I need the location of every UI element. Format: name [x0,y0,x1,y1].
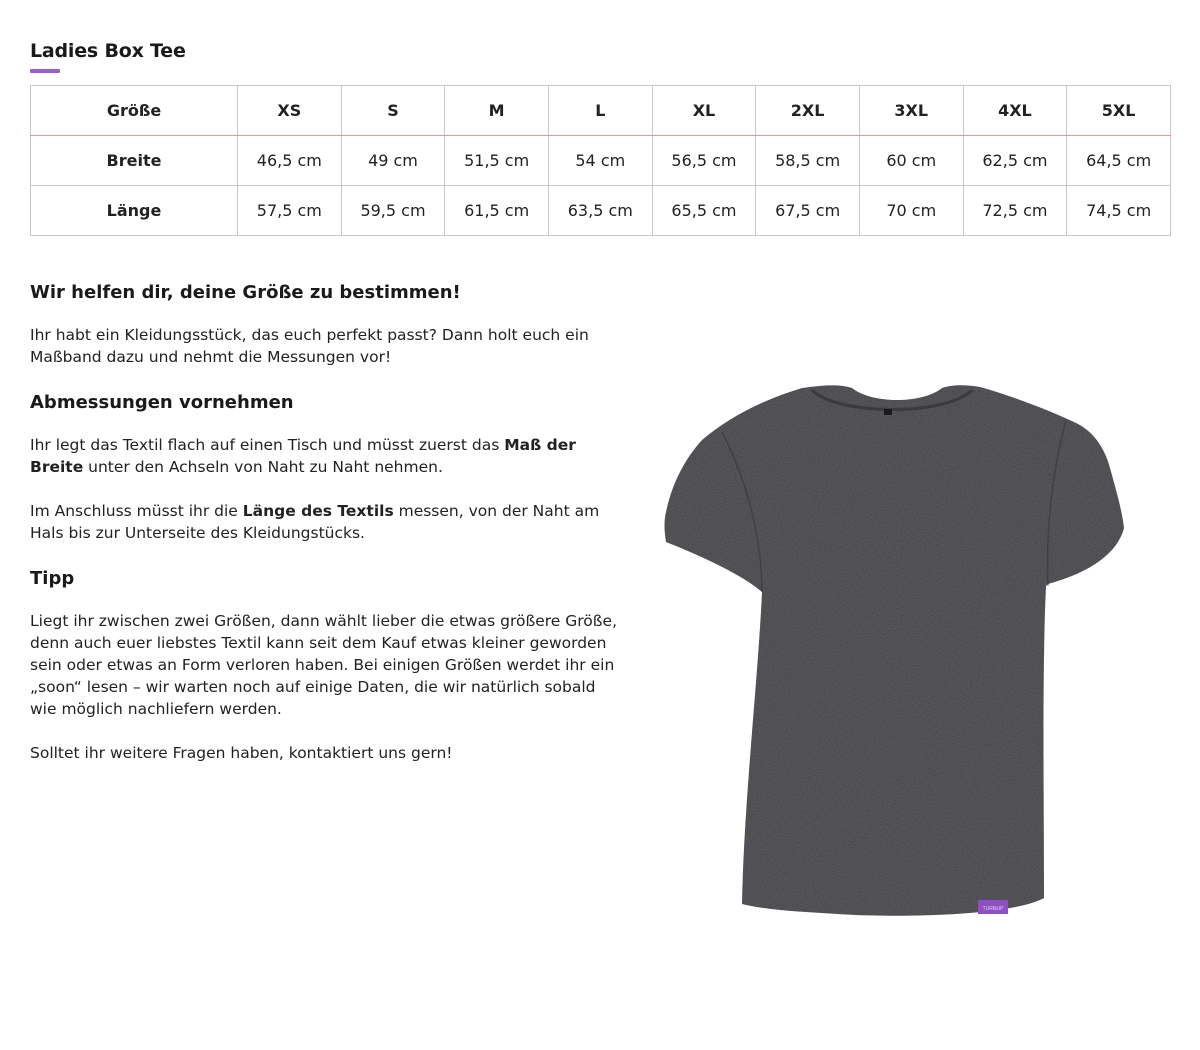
table-header-cell: L [548,86,652,136]
table-header-cell: 4XL [963,86,1067,136]
table-header-cell: XL [652,86,756,136]
table-cell: 56,5 cm [652,136,756,186]
row-label: Breite [31,136,238,186]
page-title: Ladies Box Tee [30,40,186,62]
table-cell: 65,5 cm [652,186,756,236]
table-row [31,186,1171,236]
table-cell: 61,5 cm [445,186,549,236]
table-header-cell: 5XL [1067,86,1171,136]
table-cell: 74,5 cm [1067,186,1171,236]
table-header-cell: S [341,86,445,136]
table-cell: 60 cm [859,136,963,186]
measure-heading: Abmessungen vornehmen [30,392,294,413]
measure-text: messen, von der Naht am Hals bis zur Unterseite des Kleidungstücks. [30,502,600,542]
table-cell: 58,5 cm [756,136,860,186]
tshirt-neck-label [884,409,892,415]
table-cell: 72,5 cm [963,186,1067,236]
title-underline [30,69,60,73]
table-cell: 49 cm [341,136,445,186]
table-cell: 46,5 cm [238,136,342,186]
table-cell: 54 cm [548,136,652,186]
help-heading: Wir helfen dir, deine Größe zu bestimmen! [30,282,461,303]
measure-paragraph-length [30,500,620,544]
size-help-text [30,280,620,764]
table-cell: 70 cm [859,186,963,236]
table-cell: 57,5 cm [238,186,342,236]
table-row [31,136,1171,186]
tshirt-brand-tag-text: TURNUP [982,906,1004,912]
table-header-cell: M [445,86,549,136]
size-table [30,85,1171,236]
table-cell: 62,5 cm [963,136,1067,186]
tip-contact: Solltet ihr weitere Fragen haben, kontaktiert uns gern! [30,744,453,762]
measure-paragraph-width [30,434,620,478]
table-header-row [31,86,1171,136]
measure-emphasis: Länge des Textils [242,502,394,520]
tshirt-body [665,385,1125,915]
table-cell: 51,5 cm [445,136,549,186]
table-header-cell: 3XL [859,86,963,136]
measure-emphasis: Maß der Breite [30,436,576,476]
tip-paragraph: Liegt ihr zwischen zwei Größen, dann wählt lieber die etwas größere Größe, denn auch euer liebstes Textil kann seit dem Kauf etwas kleiner geworden sein oder etwas an Form verloren haben. Bei einigen Größen werdet ihr ein „soon“ lesen – wir warten noch auf einige Daten, die wir natürlich sobald wie möglich nachliefern werden. [30,612,618,718]
table-header-cell: XS [238,86,342,136]
help-intro: Ihr habt ein Kleidungsstück, das euch perfekt passt? Dann holt euch ein Maßband dazu und nehmt die Messungen vor! [30,326,589,366]
measure-text: Im Anschluss müsst ihr die [30,502,243,520]
table-header-cell: 2XL [756,86,860,136]
tip-heading: Tipp [30,568,75,589]
measure-text: unter den Achseln von Naht zu Naht nehmen. [83,458,443,476]
table-cell: 67,5 cm [756,186,860,236]
row-label: Länge [31,186,238,236]
table-cell: 63,5 cm [548,186,652,236]
tshirt-product-image [662,380,1130,920]
table-header-cell: Größe [31,86,238,136]
table-cell: 59,5 cm [341,186,445,236]
table-cell: 64,5 cm [1067,136,1171,186]
measure-text: Ihr legt das Textil flach auf einen Tisch und müsst zuerst das [30,436,505,454]
